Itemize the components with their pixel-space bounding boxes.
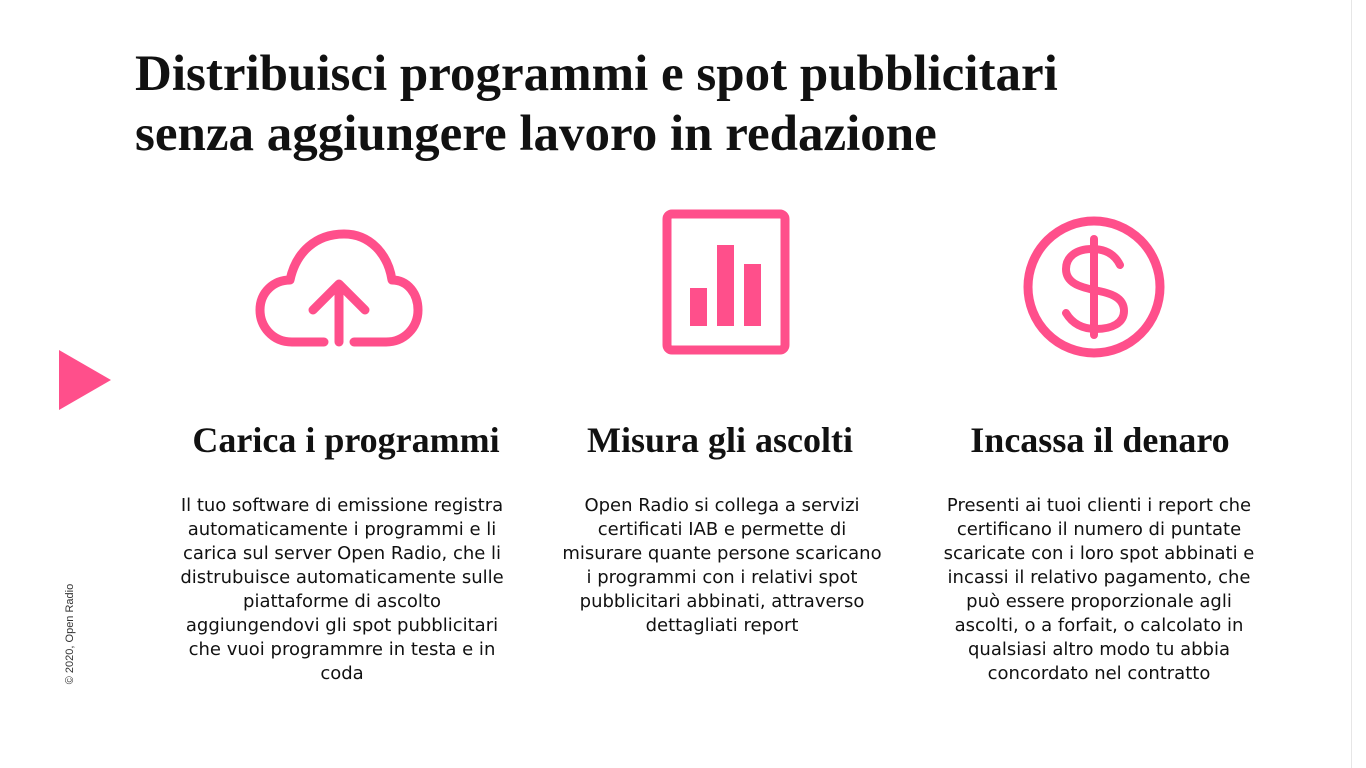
column-title-earn: Incassa il denaro — [970, 420, 1230, 460]
column-text-upload: Il tuo software di emissione registra automaticamente i programmi e li carica sul server Open Radio, che li distrubuisce automaticamente sulle piattaforme di ascolto aggiungendovi gli spot pubblicitari che vuoi programmre in testa e in coda — [180, 495, 504, 684]
play-triangle-icon — [59, 350, 111, 410]
dollar-coin-icon — [1022, 215, 1166, 359]
cloud-upload-icon — [252, 222, 426, 352]
slide-title — [135, 44, 1285, 164]
slide-title-line-2: senza aggiungere lavoro in redazione — [135, 106, 937, 162]
slide-title-line-1: Distribuisci programmi e spot pubblicitari — [135, 46, 1058, 102]
slide-edge — [1351, 0, 1366, 768]
column-title-measure: Misura gli ascolti — [587, 420, 853, 460]
copyright-notice: © 2020, Open Radio — [64, 583, 76, 685]
bar-chart-report-icon — [662, 209, 790, 355]
column-title-upload: Carica i programmi — [192, 420, 500, 460]
column-text-measure: Open Radio si collega a servizi certificati IAB e permette di misurare quante persone scaricano i programmi con i relativi spot pubblicitari abbinati, attraverso dettagliati report — [562, 495, 882, 636]
column-text-earn: Presenti ai tuoi clienti i report che certificano il numero di puntate scaricate con i loro spot abbinati e incassi il relativo pagamento, che può essere proporzionale agli ascolti, o a forfait, o calcolato in qualsiasi altro modo tu abbia concordato nel contratto — [943, 495, 1255, 684]
